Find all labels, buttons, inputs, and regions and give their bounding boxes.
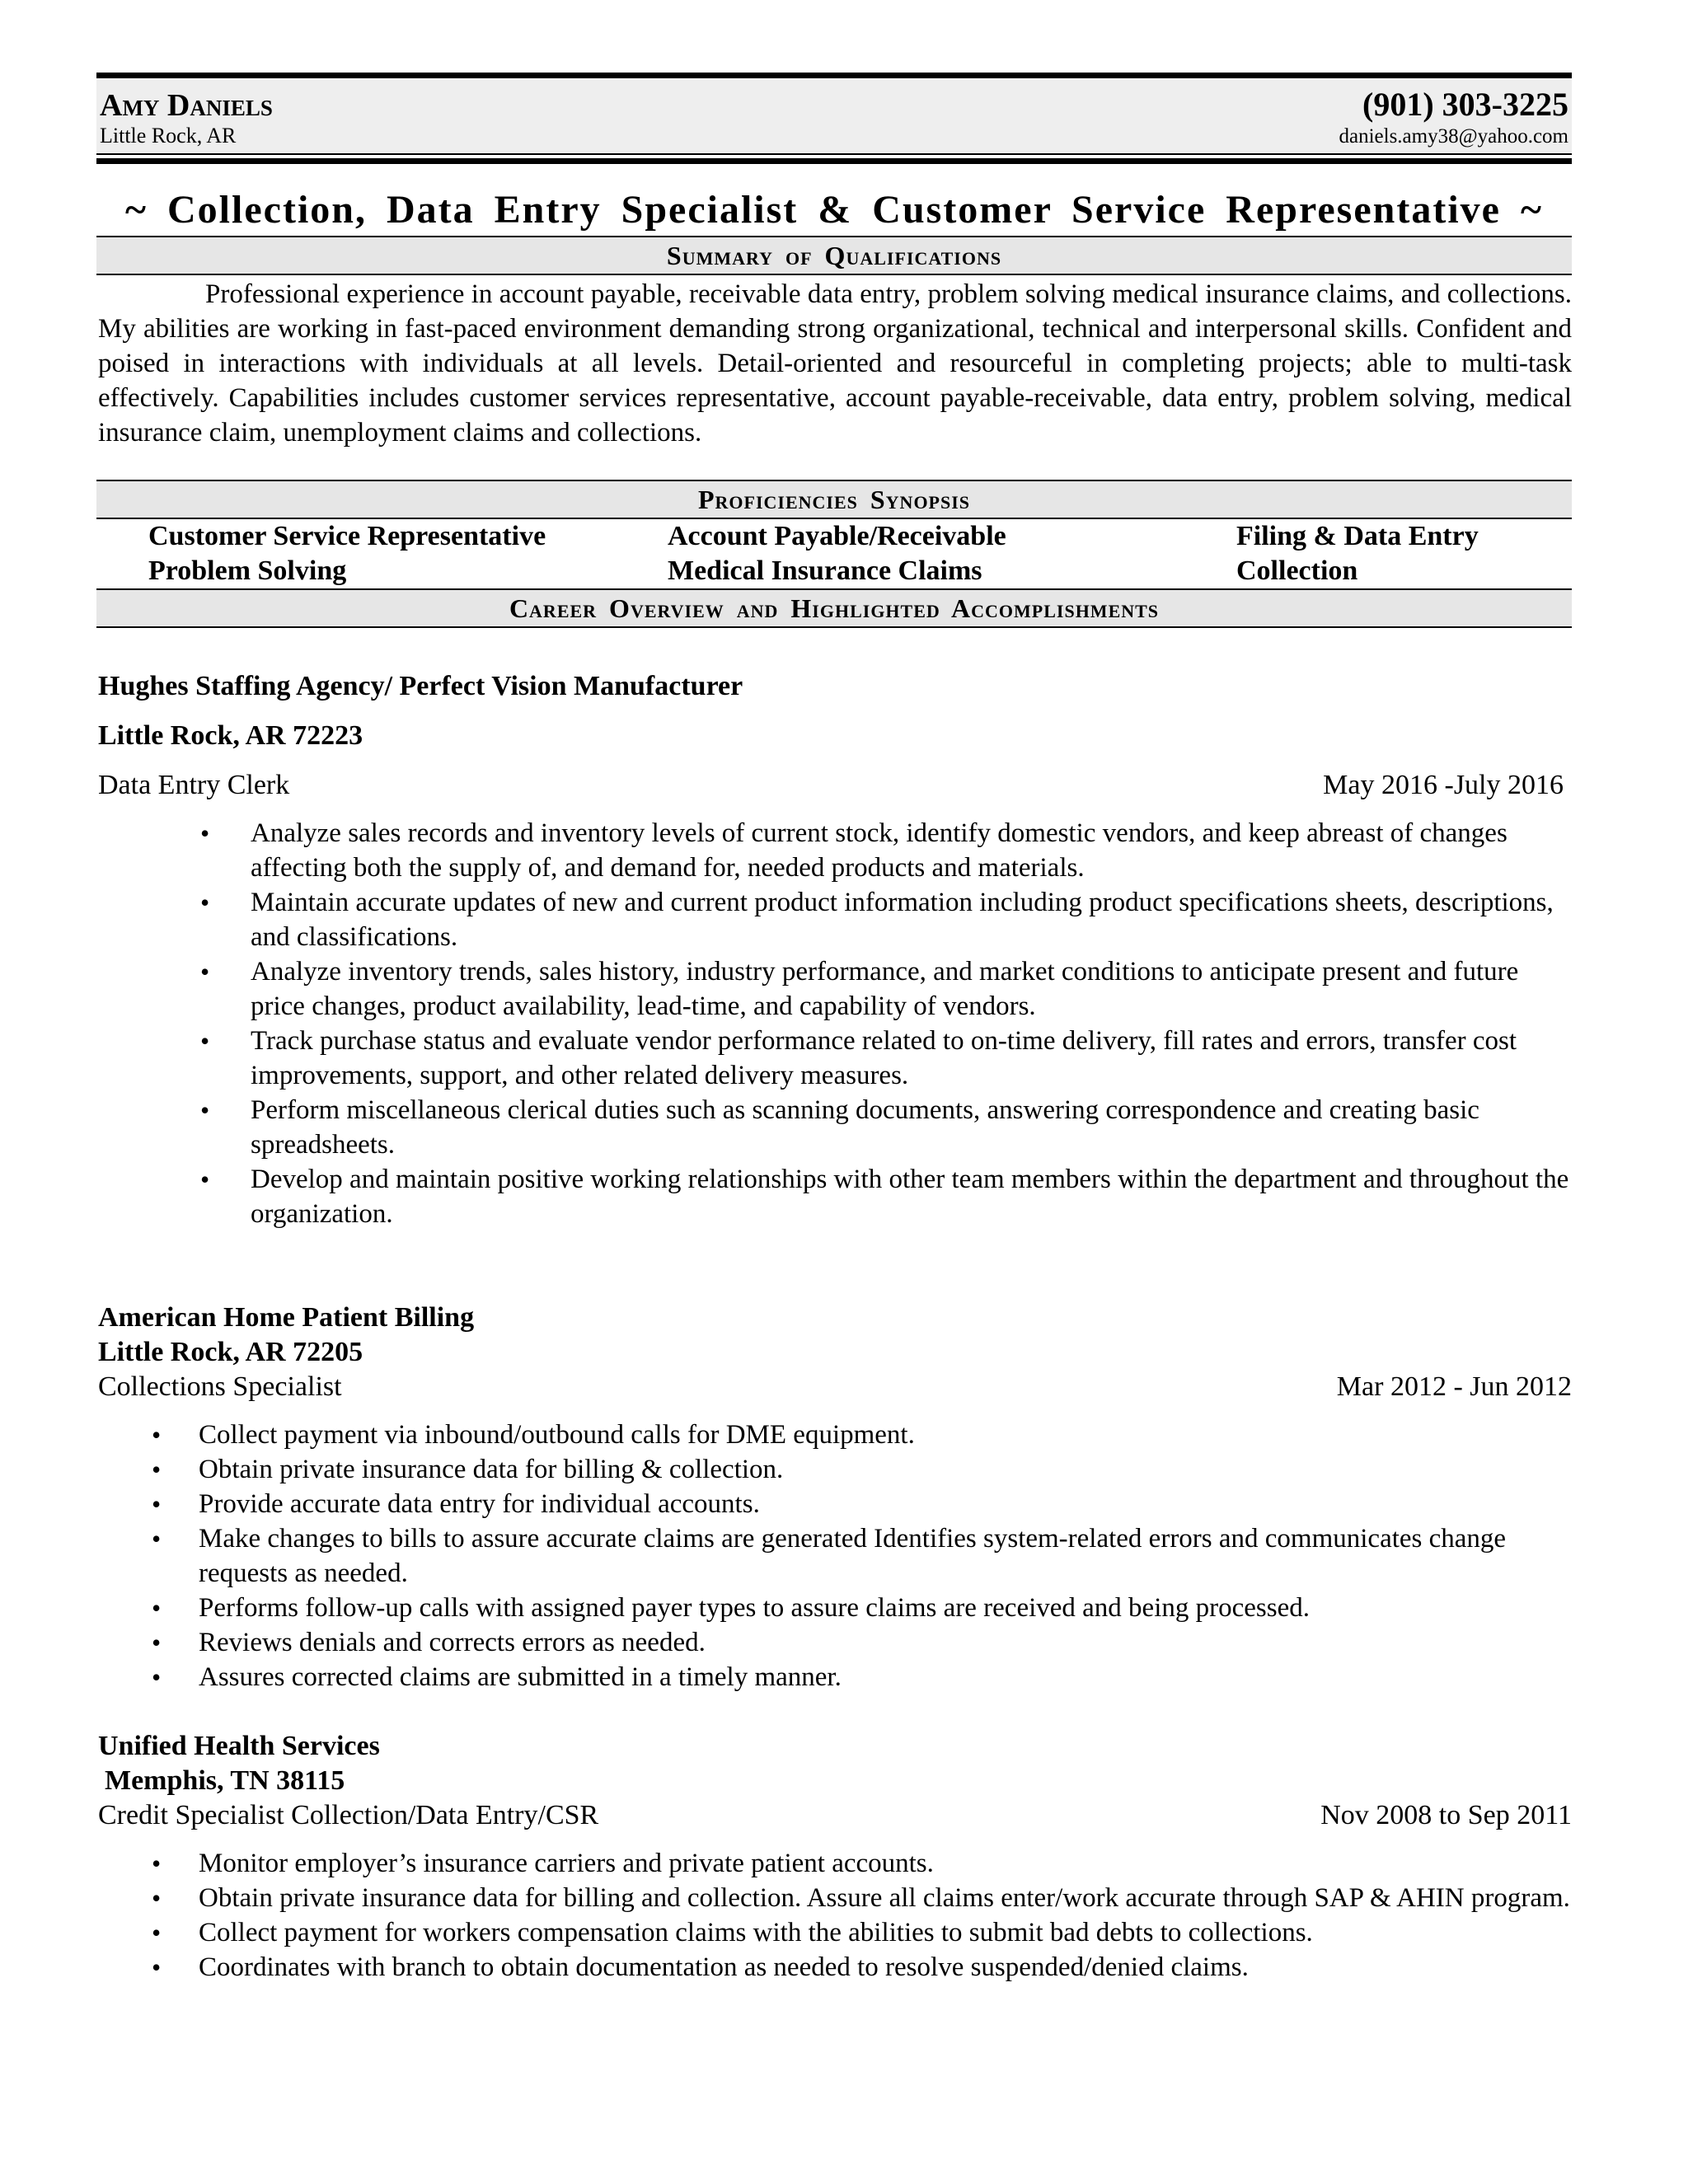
company-name: Unified Health Services: [98, 1731, 380, 1761]
job-entry: [98, 1729, 1572, 1985]
list-item: • Performs follow-up calls with assigned payer types to assure claims are received and being processed.: [98, 1591, 1572, 1625]
company-name: American Home Patient Billing: [98, 1302, 475, 1333]
list-item: • Reviews denials and corrects errors as needed.: [98, 1625, 1572, 1660]
proficiency-item: Filing & Data Entry: [1236, 521, 1479, 551]
phone-number: (901) 303-3225: [1362, 86, 1568, 123]
list-item: • Collect payment via inbound/outbound calls for DME equipment.: [98, 1418, 1572, 1452]
list-item: • Perform miscellaneous clerical duties such as scanning documents, answering correspondence and creating basic spreadsheets.: [98, 1093, 1572, 1162]
list-item: • Coordinates with branch to obtain documentation as needed to resolve suspended/denied claims.: [98, 1950, 1572, 1985]
resume-page: [96, 73, 1572, 1985]
summary-text: Professional experience in account payable, receivable data entry, problem solving medical insurance claims, and collections. My abilities are working in fast-paced environment demanding strong organizational, technical and interpersonal skills. Confident and poised in interactions with individuals at all levels. Detail-oriented and resourceful in completing projects; able to multi-task effectively. Capabilities includes customer services representative, account payable-receivable, data entry, problem solving, medical insurance claim, unemployment claims and collections.: [98, 279, 1572, 448]
list-item: • Obtain private insurance data for billing and collection. Assure all claims enter/work accurate through SAP & AHIN program.: [98, 1881, 1572, 1915]
company-location: Little Rock, AR 72223: [98, 720, 363, 751]
job-dates: Nov 2008 to Sep 2011: [1320, 1800, 1572, 1830]
header-block: [96, 73, 1572, 164]
job-dates: May 2016 -July 2016: [1323, 770, 1564, 800]
list-item: • Maintain accurate updates of new and current product information including product specifications sheets, descriptions, and classifications.: [98, 885, 1572, 954]
proficiency-item: Medical Insurance Claims: [668, 555, 982, 586]
job-bullets: [98, 816, 1572, 1231]
proficiencies-heading: Proficiencies Synopsis: [96, 480, 1572, 519]
job-bullets: [98, 1418, 1572, 1694]
company-name: Hughes Staffing Agency/ Perfect Vision Manufacturer: [98, 671, 743, 701]
list-item: • Obtain private insurance data for billing & collection.: [98, 1452, 1572, 1487]
role-line: [98, 1798, 1572, 1833]
list-item: • Provide accurate data entry for individual accounts.: [98, 1487, 1572, 1521]
proficiency-item: Problem Solving: [148, 555, 347, 586]
list-item: • Monitor employer’s insurance carriers and private patient accounts.: [98, 1846, 1572, 1881]
company-location: Memphis, TN 38115: [105, 1765, 345, 1796]
summary-heading: Summary of Qualifications: [96, 236, 1572, 275]
candidate-location: Little Rock, AR: [100, 124, 237, 148]
header-bottom-rule: [96, 158, 1572, 164]
header-top-rule: [96, 73, 1572, 78]
role-line: [98, 766, 1572, 804]
job-title: Data Entry Clerk: [98, 770, 290, 800]
job-title: Credit Specialist Collection/Data Entry/CSR: [98, 1800, 599, 1830]
career-heading: Career Overview and Highlighted Accomplishments: [96, 588, 1572, 628]
job-dates: Mar 2012 - Jun 2012: [1336, 1371, 1572, 1402]
list-item: • Analyze inventory trends, sales history, industry performance, and market conditions to anticipate present and future price changes, product availability, lead-time, and capability of vendors.: [98, 954, 1572, 1024]
proficiency-item: Customer Service Representative: [148, 521, 546, 551]
job-entry: [98, 668, 1572, 1231]
list-item: • Analyze sales records and inventory levels of current stock, identify domestic vendors, and keep abreast of changes affecting both the supply of, and demand for, needed products and materials.: [98, 816, 1572, 885]
job-title: Collections Specialist: [98, 1371, 342, 1402]
headline: ~ Collection, Data Entry Specialist & Customer Service Representative ~: [125, 188, 1543, 232]
role-line: [98, 1370, 1572, 1404]
job-entry: [98, 1301, 1572, 1694]
list-item: • Make changes to bills to assure accurate claims are generated Identifies system-related errors and communicates change requests as needed.: [98, 1521, 1572, 1591]
list-item: • Assures corrected claims are submitted in a timely manner.: [98, 1660, 1572, 1694]
proficiency-item: Collection: [1236, 555, 1358, 586]
list-item: • Track purchase status and evaluate vendor performance related to on-time delivery, fill rates and errors, transfer cost improvements, support, and other related delivery measures.: [98, 1024, 1572, 1093]
proficiency-item: Account Payable/Receivable: [668, 521, 1006, 551]
proficiencies-grid: [96, 519, 1572, 588]
header-band: [96, 78, 1572, 153]
job-bullets: [98, 1846, 1572, 1985]
company-location: Little Rock, AR 72205: [98, 1337, 363, 1367]
candidate-name: Amy Daniels: [100, 88, 273, 123]
list-item: • Collect payment for workers compensation claims with the abilities to submit bad debts to collections.: [98, 1915, 1572, 1950]
list-item: • Develop and maintain positive working relationships with other team members within the department and throughout the organization.: [98, 1162, 1572, 1231]
email-address: daniels.amy38@yahoo.com: [1339, 125, 1568, 148]
